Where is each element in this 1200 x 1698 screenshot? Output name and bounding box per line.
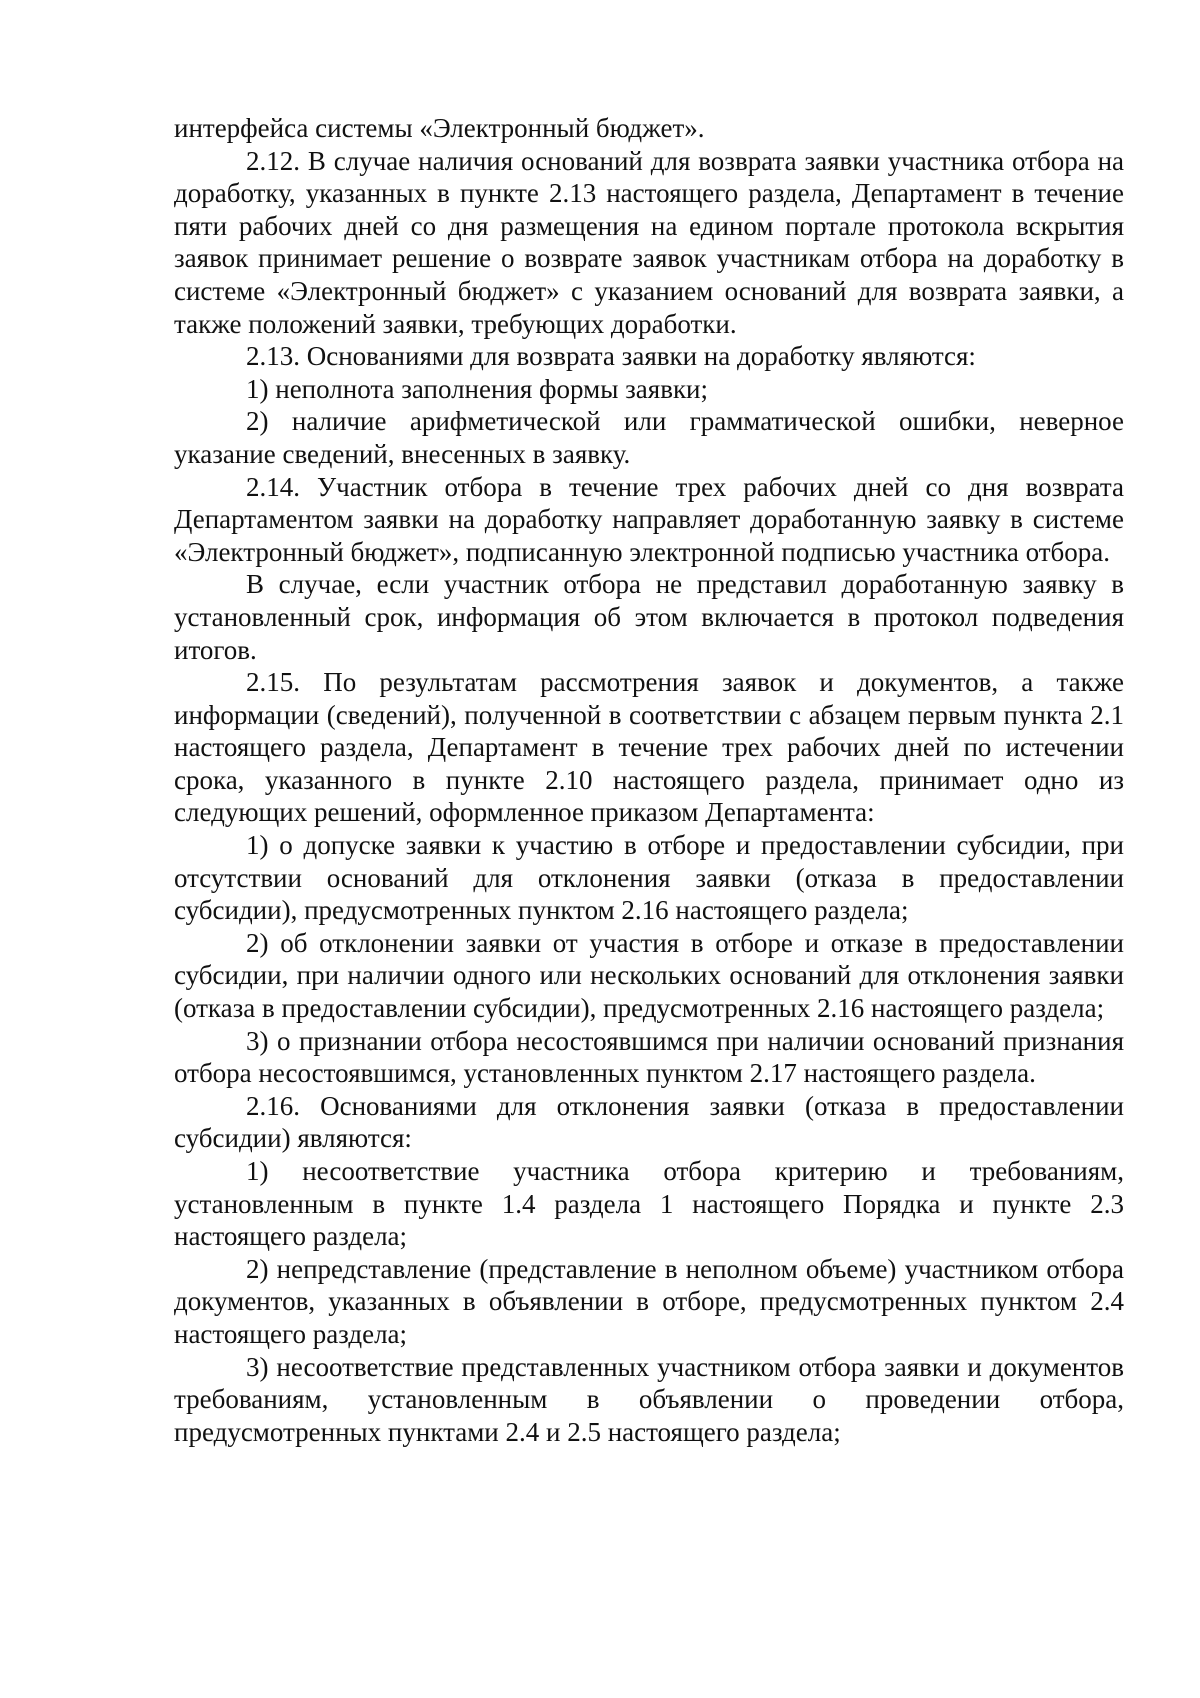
- paragraph-2-16-item-3: 3) несоответствие представленных участником отбора заявки и документов требованиям, установленным в объявлении о проведении отбора, предусмотренных пунктами 2.4 и 2.5 настоящего раздела;: [174, 1351, 1124, 1447]
- paragraph-2-16: 2.16. Основаниями для отклонения заявки (отказа в предоставлении субсидии) являются:: [174, 1090, 1124, 1154]
- paragraph-2-15-item-3: 3) о признании отбора несостоявшимся при наличии оснований признания отбора несостоявшимся, установленных пунктом 2.17 настоящего раздела.: [174, 1025, 1124, 1089]
- paragraph-2-12: 2.12. В случае наличия оснований для возврата заявки участника отбора на доработку, указанных в пункте 2.13 настоящего раздела, Департамент в течение пяти рабочих дней со дня размещения на едином портале протокола вскрытия заявок принимает решение о возврате заявок участникам отбора на доработку в системе «Электронный бюджет» с указанием оснований для возврата заявки, а также положений заявки, требующих доработки.: [174, 145, 1124, 339]
- paragraph-2-15: 2.15. По результатам рассмотрения заявок и документов, а также информации (сведений), полученной в соответствии с абзацем первым пункта 2.1 настоящего раздела, Департамент в течение трех рабочих дней по истечении срока, указанного в пункте 2.10 настоящего раздела, принимает одно из следующих решений, оформленное приказом Департамента:: [174, 667, 1124, 828]
- paragraph-2-16-item-2: 2) непредставление (представление в неполном объеме) участником отбора документов, указанных в объявлении в отборе, предусмотренных пунктом 2.4 настоящего раздела;: [174, 1253, 1124, 1349]
- document-page: [174, 112, 1124, 1448]
- paragraph-2-13-item-2: 2) наличие арифметической или грамматической ошибки, неверное указание сведений, внесенных в заявку.: [174, 406, 1124, 469]
- paragraph-2-15-item-1: 1) о допуске заявки к участию в отборе и предоставлении субсидии, при отсутствии оснований для отклонения заявки (отказа в предоставлении субсидии), предусмотренных пунктом 2.16 настоящего раздела;: [174, 830, 1124, 926]
- paragraph-2-15-item-2: 2) об отклонении заявки от участия в отборе и отказе в предоставлении субсидии, при наличии одного или нескольких оснований для отклонения заявки (отказа в предоставлении субсидии), предусмотренных 2.16 настоящего раздела;: [174, 927, 1124, 1024]
- paragraph-2-14: 2.14. Участник отбора в течение трех рабочих дней со дня возврата Департаментом заявки на доработку направляет доработанную заявку в системе «Электронный бюджет», подписанную электронной подписью участника отбора.: [174, 471, 1124, 567]
- paragraph-2-14-note: В случае, если участник отбора не представил доработанную заявку в установленный срок, информация об этом включается в протокол подведения итогов.: [174, 569, 1124, 665]
- paragraph-2-13-item-1: 1) неполнота заполнения формы заявки;: [246, 373, 709, 404]
- paragraph-2-13: 2.13. Основаниями для возврата заявки на доработку являются:: [246, 341, 976, 372]
- paragraph-continuation: интерфейса системы «Электронный бюджет».: [174, 113, 705, 143]
- paragraph-2-16-item-1: 1) несоответствие участника отбора критерию и требованиям, установленным в пункте 1.4 раздела 1 настоящего Порядка и пункте 2.3 настоящего раздела;: [174, 1156, 1124, 1252]
